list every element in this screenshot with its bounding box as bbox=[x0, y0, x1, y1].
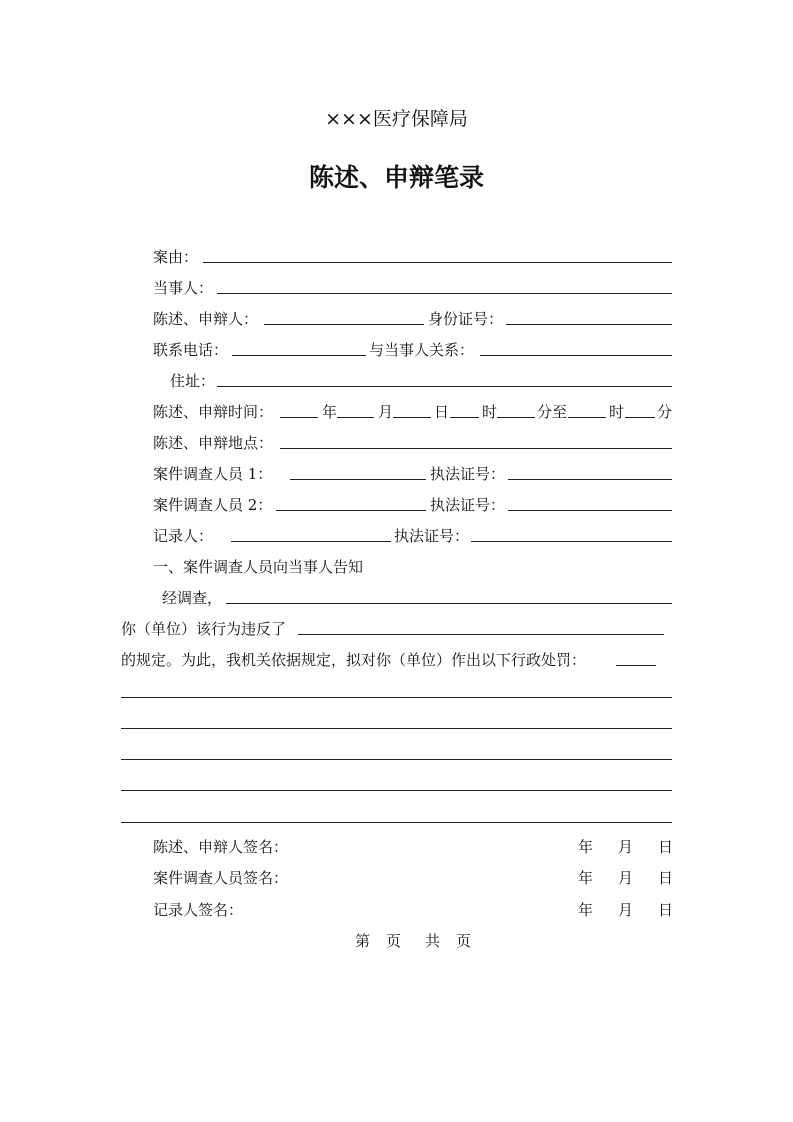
minute-to-unit: 分至 bbox=[537, 403, 568, 421]
recorder-signature-month: 月 bbox=[618, 901, 634, 919]
address-label: 住址： bbox=[170, 372, 216, 390]
total-label: 页 bbox=[456, 932, 472, 950]
investigator2-label: 案件调查人员 2： bbox=[153, 496, 273, 514]
phone-field[interactable] bbox=[232, 355, 366, 356]
license2-field[interactable] bbox=[508, 510, 672, 511]
notice-investigation-label: 经调查， bbox=[162, 589, 223, 607]
year-field[interactable] bbox=[280, 417, 318, 418]
year-unit: 年 bbox=[322, 403, 338, 421]
investigator1-label: 案件调查人员 1： bbox=[153, 465, 273, 483]
month-unit: 月 bbox=[378, 403, 394, 421]
investigator-signature-label: 案件调查人员签名： bbox=[153, 869, 289, 887]
relation-label: 与当事人关系： bbox=[369, 341, 475, 359]
case-field[interactable] bbox=[203, 262, 672, 263]
party-field[interactable] bbox=[217, 293, 672, 294]
investigator2-field[interactable] bbox=[276, 510, 426, 511]
place-field[interactable] bbox=[280, 448, 672, 449]
investigator-signature-day: 日 bbox=[658, 869, 674, 887]
case-label: 案由： bbox=[153, 248, 199, 266]
notice-violation-label: 你（单位）该行为违反了 bbox=[121, 620, 287, 638]
recorder-signature-label: 记录人签名： bbox=[153, 901, 244, 919]
end-minute-unit: 分 bbox=[657, 403, 673, 421]
penalty-line-2[interactable] bbox=[121, 728, 672, 729]
relation-field[interactable] bbox=[480, 355, 672, 356]
address-field[interactable] bbox=[217, 386, 672, 387]
recorder-label: 记录人： bbox=[153, 527, 214, 545]
place-label: 陈述、申辩地点： bbox=[153, 434, 274, 452]
speaker-signature-label: 陈述、申辩人签名： bbox=[153, 838, 289, 856]
page-prefix: 第 bbox=[355, 932, 371, 950]
speaker-field[interactable] bbox=[264, 324, 424, 325]
time-label: 陈述、申辩时间： bbox=[153, 403, 274, 421]
id-number-label: 身份证号： bbox=[428, 310, 504, 328]
license1-field[interactable] bbox=[508, 479, 672, 480]
investigator-signature-year: 年 bbox=[578, 869, 594, 887]
total-prefix: 共 bbox=[425, 932, 441, 950]
end-minute-field[interactable] bbox=[625, 417, 655, 418]
speaker-signature-year: 年 bbox=[578, 838, 594, 856]
day-field[interactable] bbox=[393, 417, 431, 418]
violation-field[interactable] bbox=[298, 634, 664, 635]
penalty-line-3[interactable] bbox=[121, 759, 672, 760]
license3-label: 执法证号： bbox=[394, 527, 470, 545]
penalty-line-5[interactable] bbox=[121, 822, 672, 823]
speaker-label: 陈述、申辩人： bbox=[153, 310, 259, 328]
speaker-signature-day: 日 bbox=[658, 838, 674, 856]
hour-unit: 时 bbox=[482, 403, 498, 421]
penalty-line-4[interactable] bbox=[121, 790, 672, 791]
license2-label: 执法证号： bbox=[430, 496, 506, 514]
notice-heading: 一、案件调查人员向当事人告知 bbox=[153, 558, 364, 576]
license3-field[interactable] bbox=[471, 541, 672, 542]
investigation-field[interactable] bbox=[226, 603, 672, 604]
phone-label: 联系电话： bbox=[153, 341, 229, 359]
minute-field[interactable] bbox=[497, 417, 535, 418]
license1-label: 执法证号： bbox=[430, 465, 506, 483]
document-title: 陈述、申辩笔录 bbox=[308, 163, 484, 192]
end-hour-unit: 时 bbox=[609, 403, 625, 421]
hour-field[interactable] bbox=[450, 417, 479, 418]
penalty-line-1[interactable] bbox=[121, 697, 672, 698]
recorder-signature-year: 年 bbox=[578, 901, 594, 919]
organization-name: ×××医疗保障局 bbox=[325, 108, 468, 130]
recorder-signature-day: 日 bbox=[658, 901, 674, 919]
notice-penalty-label: 的规定。为此，我机关依据规定，拟对你（单位）作出以下行政处罚： bbox=[121, 651, 587, 669]
page-label: 页 bbox=[386, 932, 402, 950]
day-unit: 日 bbox=[434, 403, 450, 421]
speaker-signature-month: 月 bbox=[618, 838, 634, 856]
investigator1-field[interactable] bbox=[290, 479, 426, 480]
end-hour-field[interactable] bbox=[568, 417, 606, 418]
party-label: 当事人： bbox=[153, 279, 214, 297]
investigator-signature-month: 月 bbox=[618, 869, 634, 887]
id-number-field[interactable] bbox=[506, 324, 672, 325]
month-field[interactable] bbox=[337, 417, 374, 418]
recorder-field[interactable] bbox=[231, 541, 391, 542]
penalty-inline-field[interactable] bbox=[616, 665, 656, 666]
